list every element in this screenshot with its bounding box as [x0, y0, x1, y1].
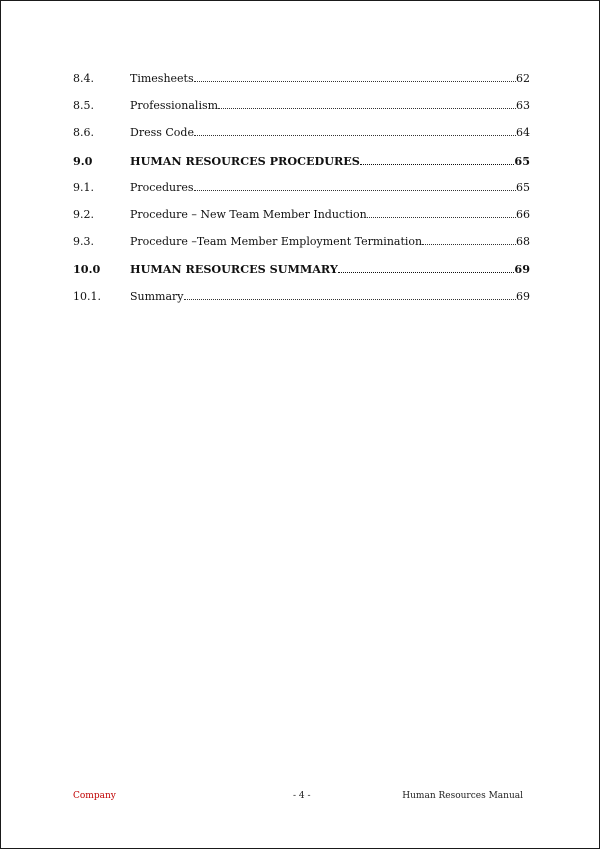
toc-entry-page: 65 — [516, 180, 530, 194]
toc-entry-page: 68 — [516, 235, 530, 249]
toc-entry-title: Dress Code — [130, 126, 194, 140]
toc-entry-body — [130, 126, 530, 139]
dot-leader — [218, 108, 516, 109]
dot-leader — [338, 272, 515, 273]
toc-entry[interactable] — [73, 290, 530, 317]
toc-entry-number: 8.5. — [73, 99, 94, 113]
toc-entry-title: Professionalism — [130, 99, 219, 113]
page-footer — [73, 791, 525, 805]
toc-entry-body — [130, 181, 530, 194]
dot-leader — [184, 299, 516, 300]
toc-entry-title: Procedures — [130, 180, 194, 194]
toc-entry-number: 8.4. — [73, 72, 94, 85]
toc-entry-page: 62 — [516, 72, 530, 85]
footer-page-number: - 4 - — [293, 791, 311, 801]
toc-entry-body — [130, 235, 530, 248]
toc-entry-number: 9.1. — [73, 180, 94, 194]
toc-entry[interactable] — [73, 126, 530, 153]
toc-entry[interactable] — [73, 72, 530, 99]
toc-entry-title: HUMAN RESOURCES SUMMARY — [130, 262, 338, 277]
toc-section-heading[interactable] — [73, 154, 530, 181]
footer-company-name: Company — [73, 791, 116, 801]
dot-leader — [422, 244, 516, 245]
toc-entry-title: Summary — [130, 289, 184, 303]
toc-entry[interactable] — [73, 99, 530, 126]
toc-entry-title: HUMAN RESOURCES PROCEDURES — [130, 153, 360, 168]
toc-entry-body — [130, 208, 530, 221]
toc-entry-body — [130, 262, 530, 276]
toc-entry-page: 66 — [516, 207, 530, 221]
toc-entry-title: Procedure –Team Member Employment Termination — [130, 235, 423, 249]
toc-entry[interactable] — [73, 235, 530, 262]
toc-entry-page: 63 — [516, 99, 530, 113]
table-of-contents — [73, 72, 530, 317]
toc-entry-page: 69 — [516, 289, 530, 303]
footer-document-title: Human Resources Manual — [402, 791, 523, 801]
toc-entry-page: 69 — [514, 262, 530, 277]
toc-entry-number: 9.0 — [73, 153, 93, 168]
toc-entry-number: 9.2. — [73, 207, 94, 221]
toc-entry-body — [130, 154, 530, 168]
toc-entry-number: 8.6. — [73, 126, 94, 140]
dot-leader — [194, 135, 516, 136]
dot-leader — [194, 190, 517, 191]
toc-entry-body — [130, 72, 530, 85]
toc-entry-title: Procedure – New Team Member Induction — [130, 207, 367, 221]
toc-entry[interactable] — [73, 181, 530, 208]
toc-entry-title: Timesheets — [130, 72, 194, 85]
toc-entry-number: 10.1. — [73, 289, 101, 303]
dot-leader — [360, 164, 515, 165]
toc-entry-body — [130, 99, 530, 112]
toc-entry-body — [130, 290, 530, 303]
dot-leader — [367, 217, 516, 218]
toc-entry-page: 64 — [516, 126, 530, 140]
toc-entry[interactable] — [73, 208, 530, 235]
toc-section-heading[interactable] — [73, 262, 530, 289]
dot-leader — [194, 81, 516, 82]
toc-entry-page: 65 — [514, 153, 530, 168]
toc-entry-number: 10.0 — [73, 262, 101, 277]
toc-entry-number: 9.3. — [73, 235, 94, 249]
